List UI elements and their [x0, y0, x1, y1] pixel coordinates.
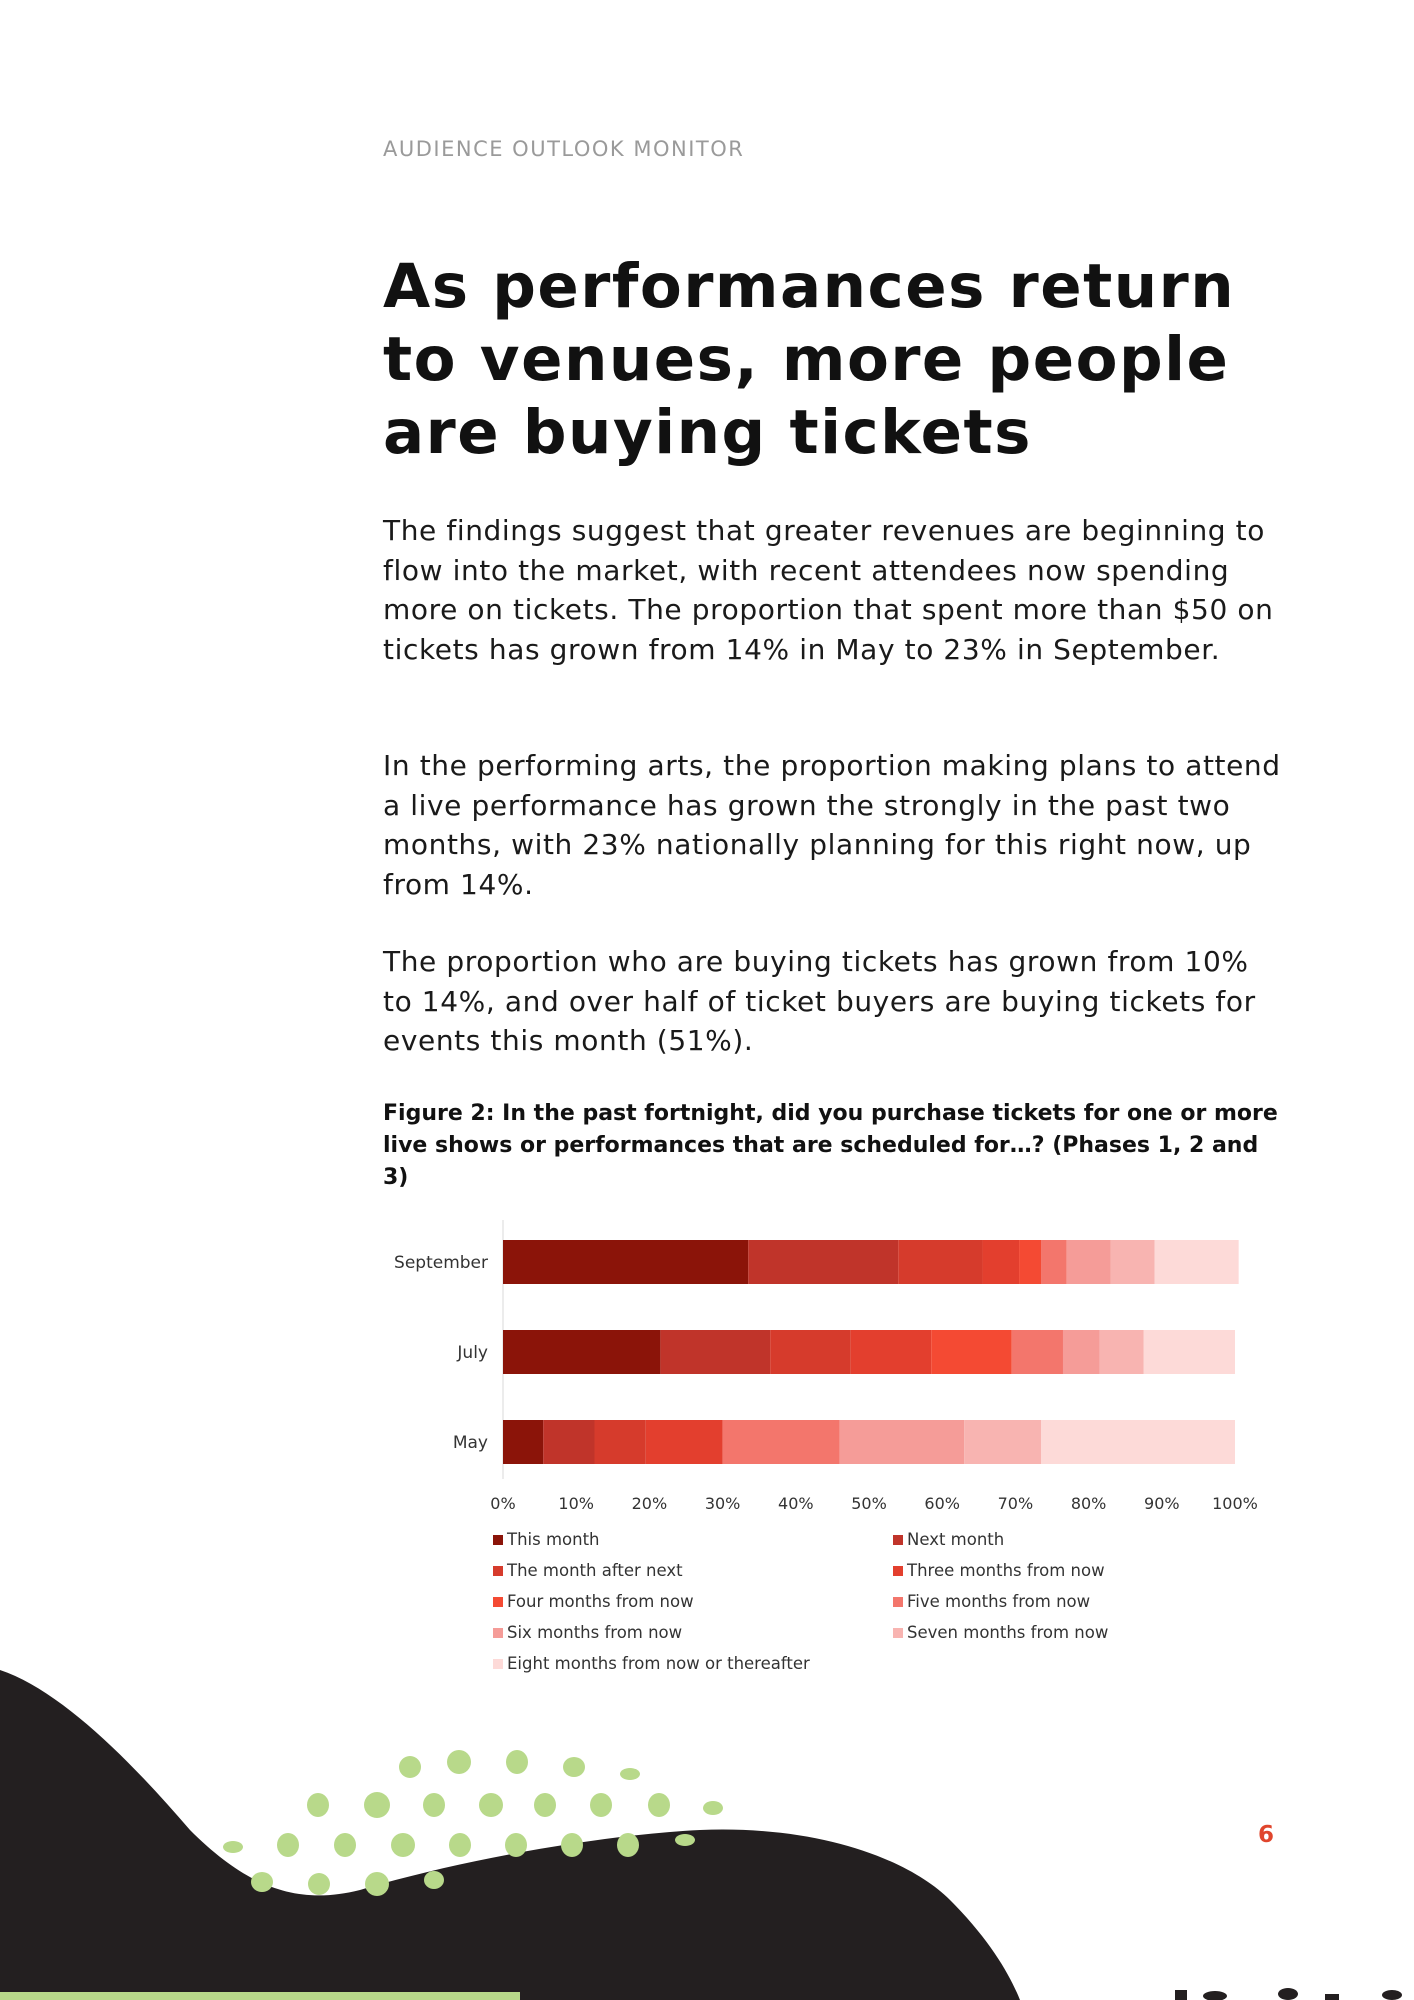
- legend-label: Next month: [907, 1530, 1005, 1549]
- bar-segment: [1111, 1240, 1155, 1284]
- bar-segment: [840, 1420, 964, 1464]
- bar-segment: [595, 1420, 646, 1464]
- bar-segment: [503, 1330, 660, 1374]
- legend-swatch: [893, 1566, 903, 1576]
- x-tick-label: 80%: [1070, 1494, 1107, 1513]
- legend-label: Six months from now: [507, 1623, 683, 1642]
- legend-item: [893, 1561, 1105, 1580]
- legend-swatch: [493, 1659, 503, 1669]
- page-number: 6: [1258, 1822, 1275, 1848]
- x-tick-label: 40%: [778, 1494, 814, 1513]
- green-baseline-strip: [0, 1992, 520, 2000]
- bar-segment: [723, 1420, 840, 1464]
- legend-item: [493, 1654, 810, 1673]
- corner-marks: [1175, 1988, 1402, 2000]
- x-tick-label: 10%: [558, 1494, 594, 1513]
- body-paragraph-2: In the performing arts, the proportion making plans to attend a live performance has grown the strongly in the past two months, with 23% nationally planning for this right now, up from 14%.: [383, 749, 1281, 901]
- category-label: May: [452, 1433, 488, 1453]
- legend-swatch: [493, 1566, 503, 1576]
- x-tick-label: 30%: [704, 1494, 741, 1513]
- bar-segment: [964, 1420, 1041, 1464]
- x-tick-label: 60%: [924, 1494, 960, 1513]
- bar-segment: [503, 1420, 543, 1464]
- x-tick-label: 50%: [851, 1494, 887, 1513]
- legend-label: This month: [507, 1530, 600, 1549]
- legend-label: Three months from now: [907, 1561, 1105, 1580]
- x-tick-label: 90%: [1144, 1494, 1180, 1513]
- legend-swatch: [493, 1597, 503, 1607]
- body-paragraph-1: The findings suggest that greater revenues are beginning to flow into the market, with recent attendees now spending more on tickets. The proportion that spent more than $50 on tickets has grown from 14% in May to 23% in September.: [383, 514, 1274, 666]
- bar-segment: [1063, 1330, 1100, 1374]
- legend-label: Four months from now: [507, 1592, 694, 1611]
- report-header-label: AUDIENCE OUTLOOK MONITOR: [383, 137, 745, 161]
- stacked-bar-chart: [380, 1220, 1260, 1520]
- bar-segment: [770, 1330, 851, 1374]
- bar-segment: [931, 1330, 1012, 1374]
- figure-caption: Figure 2: In the past fortnight, did you purchase tickets for one or more live shows or performances that are scheduled for…? (Phases 1, 2 and 3): [383, 1101, 1278, 1190]
- x-tick-label: 20%: [631, 1494, 668, 1513]
- bar-segment: [543, 1420, 594, 1464]
- legend-label: Seven months from now: [907, 1623, 1109, 1642]
- bar-segment: [851, 1330, 932, 1374]
- bar-segment: [1154, 1240, 1238, 1284]
- category-label: September: [394, 1253, 488, 1273]
- legend-item: [893, 1592, 1090, 1611]
- bar-segment: [748, 1240, 898, 1284]
- bar-segment: [1144, 1330, 1236, 1374]
- legend-swatch: [893, 1597, 903, 1607]
- bar-segment: [982, 1240, 1019, 1284]
- body-paragraph-3: The proportion who are buying tickets has grown from 10% to 14%, and over half of ticket buyers are buying tickets for events this month (51%).: [383, 945, 1256, 1057]
- legend-item: [893, 1530, 1004, 1549]
- legend-item: [493, 1530, 600, 1549]
- legend-item: [493, 1623, 682, 1642]
- legend-swatch: [493, 1535, 503, 1545]
- legend-item: [493, 1561, 683, 1580]
- bar-segment: [1041, 1240, 1067, 1284]
- bar-segment: [1012, 1330, 1063, 1374]
- page-title: As performances return to venues, more people are buying tickets: [383, 251, 1236, 468]
- legend-swatch: [893, 1628, 903, 1638]
- bar-segment: [898, 1240, 982, 1284]
- bar-segment: [1041, 1420, 1235, 1464]
- legend-swatch: [493, 1628, 503, 1638]
- bar-segment: [660, 1330, 770, 1374]
- x-tick-label: 100%: [1212, 1494, 1258, 1513]
- bar-segment: [646, 1420, 723, 1464]
- bar-segment: [1100, 1330, 1144, 1374]
- legend-label: Eight months from now or thereafter: [507, 1654, 810, 1673]
- x-tick-label: 70%: [997, 1494, 1034, 1513]
- legend-item: [493, 1592, 694, 1611]
- bar-segment: [1067, 1240, 1111, 1284]
- legend-swatch: [893, 1535, 903, 1545]
- category-label: July: [457, 1343, 488, 1363]
- bar-segment: [503, 1240, 748, 1284]
- x-tick-label: 0%: [490, 1494, 516, 1513]
- legend-label: Five months from now: [907, 1592, 1091, 1611]
- legend-item: [893, 1623, 1108, 1642]
- bar-segment: [1019, 1240, 1041, 1284]
- legend-label: The month after next: [507, 1561, 683, 1580]
